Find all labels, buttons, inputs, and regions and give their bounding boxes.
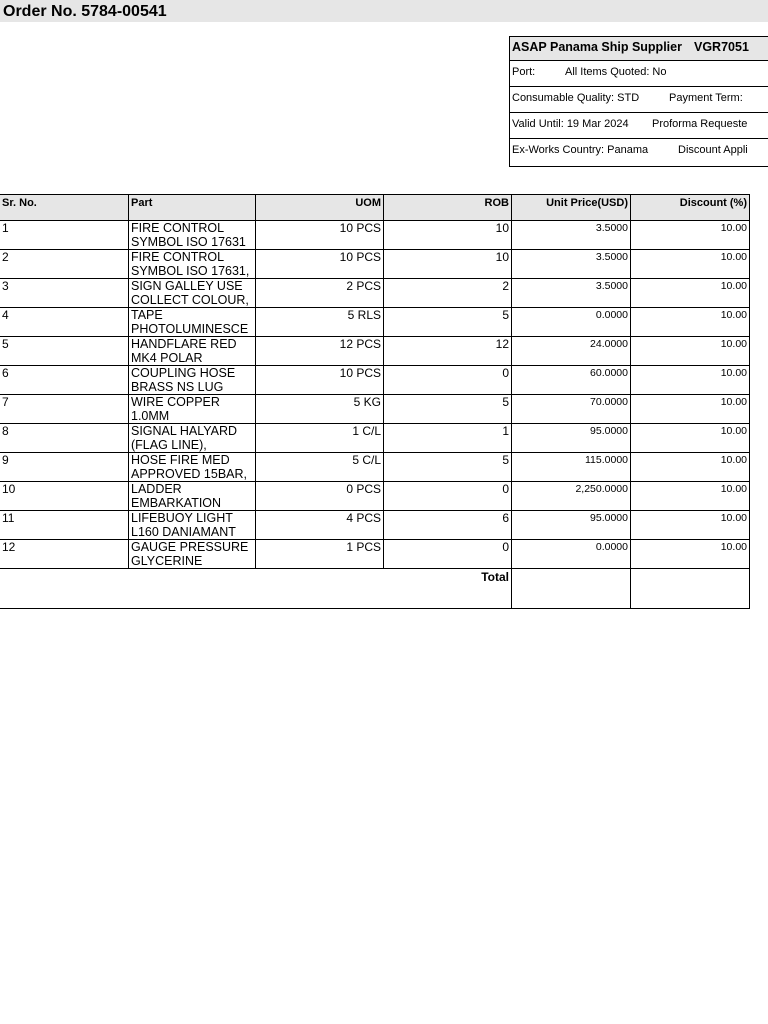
cell-rob: 10	[384, 221, 512, 250]
cell-discount: 10.00	[631, 250, 750, 279]
cell-unit-price: 0.0000	[512, 308, 631, 337]
table-row	[0, 366, 750, 395]
cell-part	[129, 511, 256, 540]
part-text: HOSE FIRE MED APPROVED 15BAR,	[131, 454, 248, 481]
supplier-code: VGR7051	[694, 40, 749, 54]
cell-rob: 6	[384, 511, 512, 540]
payment-term: Payment Term:	[669, 92, 743, 104]
cell-rob: 1	[384, 424, 512, 453]
cell-unit-price: 60.0000	[512, 366, 631, 395]
table-row	[0, 279, 750, 308]
info-row-ex-works	[510, 139, 768, 165]
cell-sr-no: 6	[0, 366, 129, 395]
cell-unit-price: 95.0000	[512, 424, 631, 453]
cell-unit-price: 3.5000	[512, 221, 631, 250]
cell-uom: 2 PCS	[256, 279, 384, 308]
table-row	[0, 540, 750, 569]
part-text: WIRE COPPER 1.0MM	[131, 396, 220, 423]
part-text: LADDER EMBARKATION	[131, 483, 222, 510]
cell-discount: 10.00	[631, 482, 750, 511]
cell-uom: 12 PCS	[256, 337, 384, 366]
part-text: FIRE CONTROL SYMBOL ISO 17631	[131, 222, 246, 249]
cell-part	[129, 337, 256, 366]
cell-part	[129, 308, 256, 337]
cell-unit-price: 3.5000	[512, 279, 631, 308]
info-row-quality	[510, 87, 768, 113]
cell-uom: 5 RLS	[256, 308, 384, 337]
items-body	[0, 221, 750, 569]
proforma-requested: Proforma Requeste	[652, 118, 748, 130]
total-spacer	[256, 569, 384, 609]
items-table	[0, 194, 750, 609]
cell-discount: 10.00	[631, 453, 750, 482]
info-row-port	[510, 61, 768, 87]
header-rob: ROB	[384, 195, 512, 221]
cell-discount: 10.00	[631, 337, 750, 366]
cell-unit-price: 2,250.0000	[512, 482, 631, 511]
ex-works-country: Ex-Works Country: Panama	[512, 144, 649, 156]
cell-rob: 0	[384, 482, 512, 511]
cell-discount: 10.00	[631, 424, 750, 453]
cell-sr-no: 11	[0, 511, 129, 540]
cell-uom: 1 PCS	[256, 540, 384, 569]
all-items-quoted: All Items Quoted: No	[565, 66, 667, 78]
part-text: GAUGE PRESSURE GLYCERINE	[131, 541, 249, 568]
header-uom: UOM	[256, 195, 384, 221]
cell-uom: 10 PCS	[256, 250, 384, 279]
part-text: HANDFLARE RED MK4 POLAR	[131, 338, 237, 365]
cell-discount: 10.00	[631, 395, 750, 424]
cell-sr-no: 4	[0, 308, 129, 337]
cell-part	[129, 453, 256, 482]
cell-part	[129, 395, 256, 424]
cell-unit-price: 0.0000	[512, 540, 631, 569]
header-discount: Discount (%)	[631, 195, 750, 221]
cell-sr-no: 10	[0, 482, 129, 511]
table-row	[0, 221, 750, 250]
header-part: Part	[129, 195, 256, 221]
cell-unit-price: 3.5000	[512, 250, 631, 279]
cell-sr-no: 9	[0, 453, 129, 482]
total-unit-price-cell	[512, 569, 631, 609]
cell-uom: 10 PCS	[256, 221, 384, 250]
port-label: Port:	[512, 66, 536, 78]
table-row	[0, 337, 750, 366]
table-header-row	[0, 195, 750, 221]
cell-part	[129, 540, 256, 569]
header-sr-no: Sr. No.	[0, 195, 129, 221]
cell-discount: 10.00	[631, 221, 750, 250]
cell-rob: 5	[384, 308, 512, 337]
cell-unit-price: 95.0000	[512, 511, 631, 540]
total-spacer	[129, 569, 256, 609]
cell-part	[129, 250, 256, 279]
cell-sr-no: 3	[0, 279, 129, 308]
cell-uom: 5 KG	[256, 395, 384, 424]
cell-sr-no: 8	[0, 424, 129, 453]
cell-uom: 0 PCS	[256, 482, 384, 511]
total-label: Total	[384, 569, 512, 609]
part-text: COUPLING HOSE BRASS NS LUG	[131, 367, 236, 394]
cell-sr-no: 2	[0, 250, 129, 279]
cell-part	[129, 221, 256, 250]
table-row	[0, 250, 750, 279]
part-text: LIFEBUOY LIGHT L160 DANIAMANT	[131, 512, 236, 539]
cell-part	[129, 279, 256, 308]
cell-part	[129, 366, 256, 395]
cell-discount: 10.00	[631, 540, 750, 569]
cell-part	[129, 482, 256, 511]
cell-sr-no: 5	[0, 337, 129, 366]
cell-uom: 1 C/L	[256, 424, 384, 453]
cell-discount: 10.00	[631, 366, 750, 395]
cell-uom: 5 C/L	[256, 453, 384, 482]
total-row	[0, 569, 750, 609]
part-text: SIGN GALLEY USE COLLECT COLOUR,	[131, 280, 249, 307]
cell-rob: 10	[384, 250, 512, 279]
cell-part	[129, 424, 256, 453]
table-row	[0, 511, 750, 540]
cell-rob: 12	[384, 337, 512, 366]
supplier-info-box	[509, 36, 768, 167]
cell-rob: 2	[384, 279, 512, 308]
cell-rob: 0	[384, 366, 512, 395]
table-row	[0, 482, 750, 511]
supplier-name: ASAP Panama Ship Supplier	[512, 40, 682, 54]
cell-unit-price: 24.0000	[512, 337, 631, 366]
cell-sr-no: 12	[0, 540, 129, 569]
cell-rob: 0	[384, 540, 512, 569]
cell-unit-price: 70.0000	[512, 395, 631, 424]
cell-sr-no: 1	[0, 221, 129, 250]
cell-discount: 10.00	[631, 308, 750, 337]
table-row	[0, 308, 750, 337]
cell-uom: 10 PCS	[256, 366, 384, 395]
discount-applied: Discount Appli	[678, 144, 748, 156]
supplier-header	[510, 37, 768, 61]
part-text: FIRE CONTROL SYMBOL ISO 17631,	[131, 251, 250, 278]
info-row-valid-until	[510, 113, 768, 139]
valid-until: Valid Until: 19 Mar 2024	[512, 118, 629, 130]
cell-discount: 10.00	[631, 279, 750, 308]
table-row	[0, 395, 750, 424]
part-text: SIGNAL HALYARD (FLAG LINE),	[131, 425, 238, 452]
title-bar	[0, 0, 768, 22]
consumable-quality: Consumable Quality: STD	[512, 92, 640, 104]
total-discount-cell	[631, 569, 750, 609]
cell-unit-price: 115.0000	[512, 453, 631, 482]
table-row	[0, 424, 750, 453]
part-text: TAPE PHOTOLUMINESCE	[131, 309, 249, 336]
cell-discount: 10.00	[631, 511, 750, 540]
cell-rob: 5	[384, 395, 512, 424]
cell-rob: 5	[384, 453, 512, 482]
cell-uom: 4 PCS	[256, 511, 384, 540]
header-unit-price: Unit Price(USD)	[512, 195, 631, 221]
cell-sr-no: 7	[0, 395, 129, 424]
order-title: Order No. 5784-00541	[3, 3, 167, 20]
total-spacer	[0, 569, 129, 609]
table-row	[0, 453, 750, 482]
